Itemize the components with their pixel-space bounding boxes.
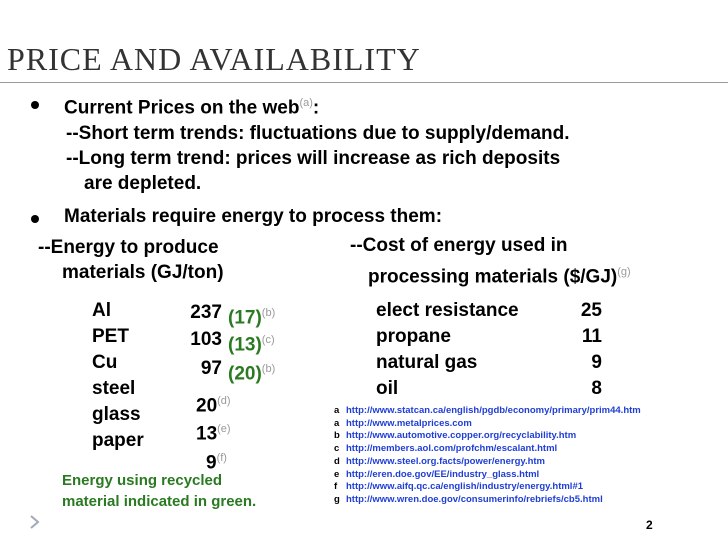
energy-value: 9 (206, 452, 217, 474)
reference-tag: c (334, 443, 340, 455)
energy-source: elect resistance (376, 300, 519, 321)
ref-marker-c: (c) (261, 334, 275, 346)
ref-marker-g: (g) (617, 266, 631, 278)
energy-source: oil (376, 378, 399, 399)
energy-heading-line2: materials (GJ/ton) (62, 262, 224, 283)
recycled-energy-text: (13) (228, 334, 262, 356)
energy-heading-line1: --Energy to produce (38, 237, 219, 258)
references-list (334, 405, 641, 507)
cost-value: 25 (580, 300, 602, 321)
reference-tag: b (334, 430, 340, 442)
cost-heading-line2 (368, 259, 631, 290)
energy-value: 103 (190, 329, 222, 350)
reference-item (334, 405, 641, 418)
recycled-note-line1: Energy using recycled (62, 472, 223, 489)
ref-marker-d: (d) (217, 395, 231, 407)
reference-link[interactable]: http://www.aifq.qc.ca/english/industry/energy.html#1 (346, 481, 584, 493)
energy-value: 97 (200, 358, 222, 379)
ref-marker-b: (b) (261, 307, 276, 319)
reference-link[interactable]: http://www.statcan.ca/english/pgdb/economy/primary/prim44.htm (346, 405, 641, 416)
reference-link[interactable]: http://members.aol.com/profchm/escalant.html (346, 443, 558, 455)
energy-source: propane (376, 326, 451, 347)
ref-marker-b: (b) (261, 363, 276, 375)
reference-tag: f (334, 481, 338, 493)
reference-link[interactable]: http://www.steel.org.facts/power/energy.htm (346, 455, 545, 467)
reference-link[interactable]: http://www.automotive.copper.org/recyclability.htm (346, 430, 577, 442)
ref-marker-a: (a) (299, 97, 313, 109)
reference-item (334, 481, 641, 494)
recycled-energy-text: (20) (228, 363, 262, 385)
bullet-dot-1 (31, 101, 39, 109)
energy-value: 237 (190, 302, 222, 323)
reference-link[interactable]: http://eren.doe.gov/EE/industry_glass.html (346, 468, 540, 480)
material-name: Al (92, 300, 111, 321)
recycled-note-line2: material indicated in green. (62, 493, 257, 510)
recycled-energy-text: (17) (228, 307, 262, 329)
reference-tag: d (334, 455, 340, 467)
energy-value-glass (196, 416, 231, 447)
reference-item (334, 494, 641, 507)
short-term-trend: --Short term trends: fluctuations due to supply/demand. (66, 123, 570, 144)
reference-item (334, 443, 641, 456)
bullet-current-prices (64, 90, 319, 121)
slide-title: PRICE AND AVAILABILITY (7, 41, 421, 77)
energy-value-steel (196, 388, 231, 419)
material-name: PET (92, 326, 129, 347)
energy-source: natural gas (376, 352, 478, 373)
reference-item (334, 418, 641, 431)
reference-tag: a (334, 405, 340, 416)
page-number: 2 (646, 518, 653, 532)
bullet-dot-2 (31, 215, 39, 223)
material-name: Cu (92, 352, 118, 373)
long-term-trend-line2: are depleted. (84, 173, 202, 194)
bullet-current-prices-text: Current Prices on the web (64, 97, 300, 119)
reference-item (334, 469, 641, 482)
recycled-energy-value (228, 356, 275, 387)
recycled-energy-value (228, 327, 275, 358)
long-term-trend-line1: --Long term trend: prices will increase as rich deposits (66, 148, 561, 169)
reference-tag: a (334, 417, 340, 429)
cost-value: 11 (581, 326, 602, 347)
cost-value: 8 (591, 378, 602, 399)
reference-item (334, 456, 641, 469)
reference-tag: e (334, 468, 340, 480)
material-name: paper (92, 430, 144, 451)
bullet-colon: : (312, 97, 320, 119)
corner-arrow-icon (28, 515, 42, 529)
reference-link[interactable]: http://www.metalprices.com (346, 417, 472, 429)
material-name: steel (92, 378, 136, 399)
cost-value: 9 (591, 352, 602, 373)
cost-heading-line1: --Cost of energy used in (350, 235, 568, 256)
cost-heading-text: processing materials ($/GJ) (368, 266, 618, 288)
reference-link[interactable]: http://www.wren.doe.gov/consumerinfo/rebriefs/cb5.html (346, 493, 603, 505)
energy-value: 20 (196, 395, 218, 417)
title-divider (0, 82, 728, 83)
material-name: glass (92, 404, 141, 425)
ref-marker-f: (f) (216, 452, 227, 464)
bullet-materials-energy: Materials require energy to process them: (64, 206, 443, 227)
energy-value: 13 (196, 423, 218, 445)
ref-marker-e: (e) (217, 423, 231, 435)
reference-tag: g (334, 493, 340, 505)
reference-item (334, 430, 641, 443)
